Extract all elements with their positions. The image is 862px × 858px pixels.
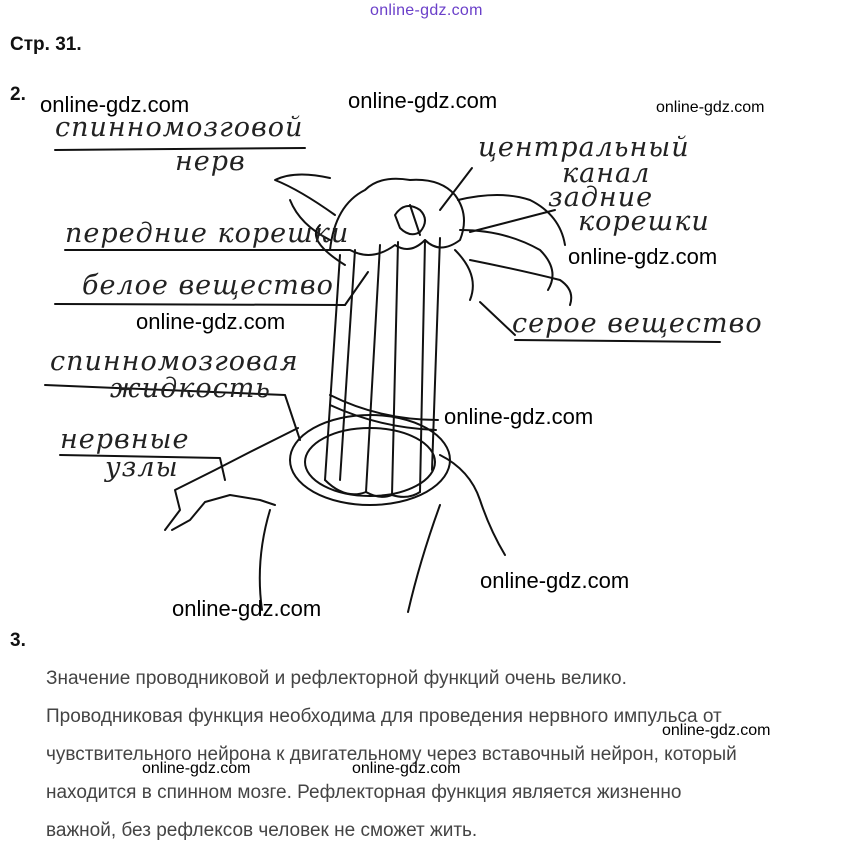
watermark: online-gdz.com bbox=[348, 88, 498, 113]
task-3-number: 3. bbox=[10, 630, 26, 651]
label-csf-line2: жидкость bbox=[110, 373, 271, 404]
watermark: online-gdz.com bbox=[444, 404, 594, 429]
watermark: online-gdz.com bbox=[172, 596, 322, 621]
label-posterior-roots-line2: корешки bbox=[578, 206, 710, 237]
label-spinal-nerve-line2: нерв bbox=[175, 146, 246, 177]
label-posterior-roots-line1: задние bbox=[548, 182, 654, 213]
answer-line: важной, без рефлексов человек не сможет жить. bbox=[46, 820, 478, 841]
label-central-canal-line2: канал bbox=[562, 158, 651, 189]
answer-line: Проводниковая функция необходима для проведения нервного импульса от bbox=[46, 706, 722, 727]
label-spinal-nerve-line1: спинномозговой bbox=[55, 112, 304, 143]
page-heading: Стр. 31. bbox=[10, 34, 82, 55]
label-ganglia-line1: нервные bbox=[60, 424, 190, 455]
watermark: online-gdz.com bbox=[480, 568, 630, 593]
watermark: online-gdz.com bbox=[136, 309, 286, 334]
watermark: online-gdz.com bbox=[662, 722, 771, 739]
label-white-matter: белое вещество bbox=[82, 270, 334, 301]
watermark: online-gdz.com bbox=[656, 99, 765, 116]
watermark: online-gdz.com bbox=[142, 760, 251, 777]
label-ganglia-line2: узлы bbox=[105, 452, 179, 483]
label-anterior-roots: передние корешки bbox=[65, 218, 350, 249]
watermark: online-gdz.com bbox=[568, 244, 718, 269]
watermark: online-gdz.com bbox=[40, 92, 190, 117]
answer-line: чувствительного нейрона к двигательному через вставочный нейрон, который bbox=[46, 744, 737, 765]
label-central-canal-line1: центральный bbox=[478, 132, 690, 163]
watermark: online-gdz.com bbox=[352, 760, 461, 777]
label-gray-matter: серое вещество bbox=[512, 308, 763, 339]
answer-line: Значение проводниковой и рефлекторной функций очень велико. bbox=[46, 668, 627, 689]
answer-line: находится в спинном мозге. Рефлекторная функция является жизненно bbox=[46, 782, 682, 803]
label-csf-line1: спинномозговая bbox=[50, 346, 299, 377]
site-watermark-top: online-gdz.com bbox=[370, 2, 483, 19]
task-2-number: 2. bbox=[10, 84, 26, 105]
